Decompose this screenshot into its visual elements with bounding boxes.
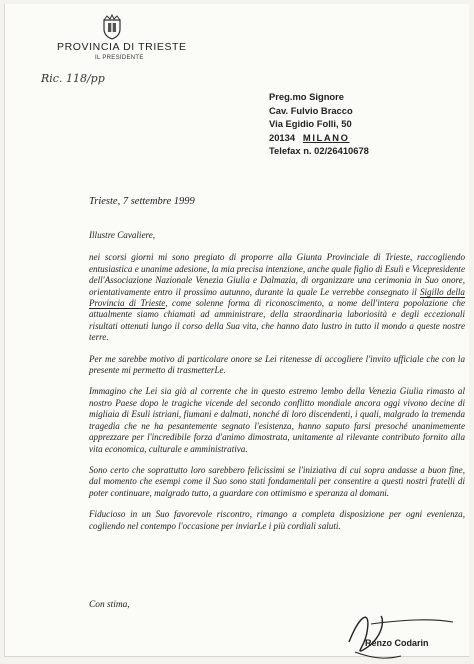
signer-name: Renzo Codarin [365, 638, 429, 648]
recipient-postcode: 20134 [269, 131, 296, 143]
closing: Con stima, [89, 600, 130, 610]
paragraph-4: Sono certo che soprattutto loro sarebbero felicissimi se l'iniziativa di cui sopra andasse a buon fine, dal momento che esempi come il Suo sono stati fondamentali per consentire a questi nostri fratelli di poter continuare, malgrado tutto, a guardare con ottimismo e speranza al domani. [89, 464, 465, 498]
paragraph-5: Fiducioso in un Suo favorevole riscontro, rimango a completa disposizione per ogni evenienza, cogliendo nel contempo l'occasione per inviarLe i più cordiali saluti. [89, 509, 465, 531]
recipient-fax: Telefax n. 02/26410678 [269, 145, 369, 156]
letterhead-title: PROVINCIA DI TRIESTE [57, 41, 187, 53]
coat-of-arms-icon [101, 14, 123, 40]
handwritten-signature [341, 602, 461, 664]
handwritten-note: Ric. 118/pp [41, 72, 105, 85]
paragraph-2: Per me sarebbe motivo di particolare onore se Lei ritenesse di accogliere l'invito ufficiale che con la presente mi permetto di trasmetterLe. [89, 353, 465, 376]
letterhead-subtitle: IL PRESIDENTE [95, 55, 144, 61]
recipient-salutation: Preg.mo Signore [269, 91, 345, 102]
greeting: Illustre Cavaliere, [89, 230, 156, 240]
paragraph-3: Immagino che Lei sia già al corrente che in questo estremo lembo della Venezia Giulia rimasto al nostro Paese dopo le tragiche vicende del secondo conflitto mondiale ancora oggi vivono decine di migliaia di Esuli istriani, fiumani e dalmati, nonché di loro discendenti, i quali, malgrado la tremenda tragedia che ne ha pesantemente segnato l'esistenza, hanno saputo farsi presoché unanimemente apprezzare per l'incredibile forza d'animo dimostrata, unitamente al rilevante contributo fornito alla vita economica, culturale e amministrativa. [89, 386, 465, 454]
recipient-address [269, 90, 369, 158]
date-line: Trieste, 7 settembre 1999 [89, 196, 195, 207]
recipient-city: MILANO [302, 131, 350, 143]
recipient-street: Via Egidio Folli, 50 [269, 118, 352, 129]
recipient-city-line [269, 131, 369, 145]
seal-reference: Sigillo della Provincia di Trieste [89, 286, 465, 309]
letter-body [89, 230, 465, 542]
recipient-name: Cav. Fulvio Bracco [269, 104, 353, 116]
letter-page [4, 4, 469, 657]
paragraph-1: nei scorsi giorni mi sono pregiato di proporre alla Giunta Provinciale di Trieste, raccogliendo entusiastica e unanime adesione, la mia precisa intenzione, anche quale figlio di Esuli e Vicepresidente dell'Associazione Nazionale Venezia Giulia e Dalmazia, di organizzare una cerimonia in Suo onore, orientativamente entro il prossimo autunno, durante la quale Le verrebbe consegnato il Sigillo della Provincia di Trieste, come solenne forma di riconoscimento, a nome dell'intera popolazione che attualmente siamo chiamati ad amministrare, della straordinaria laboriosità e degli eccezionali risultati ottenuti lungo il corso della Sua vita, che hanno dato lustro in tutto il mondo a queste nostre terre. [89, 252, 465, 343]
